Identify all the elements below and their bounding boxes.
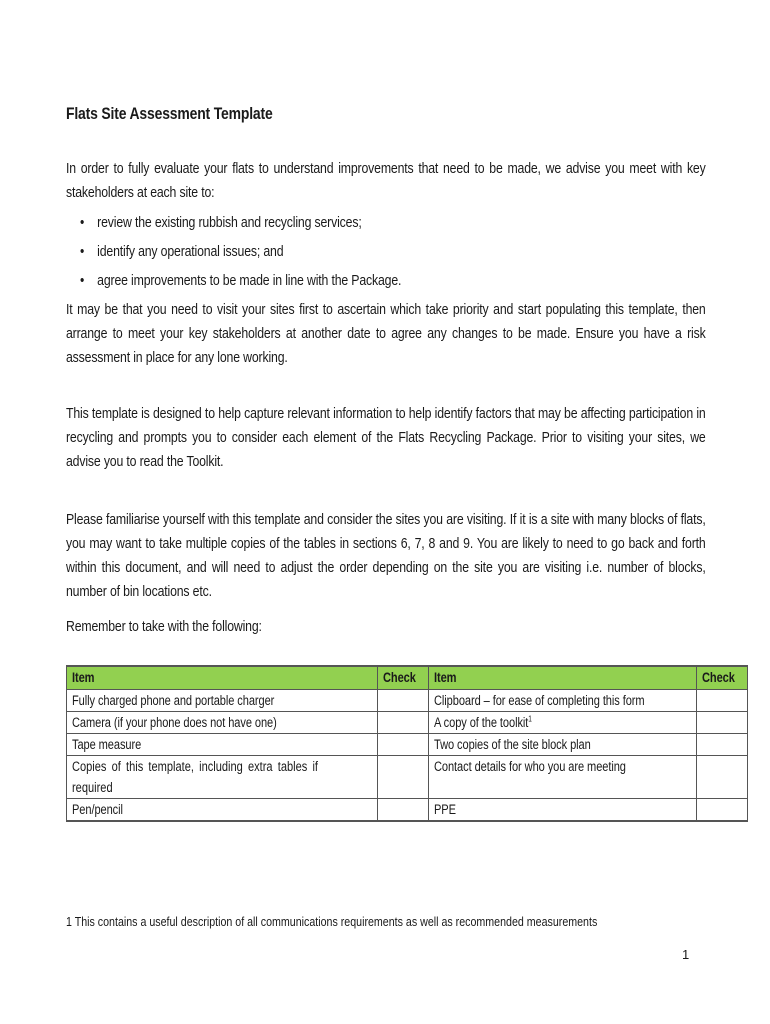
page-title: Flats Site Assessment Template bbox=[66, 104, 273, 123]
paragraph-template-purpose-text: This template is designed to help capture relevant information to help identify factors that may be affecting participation in recycling and prompts you to consider each element of the Flats Recycling Package. Prior to visiting your sites, we advise you to read the Toolkit. bbox=[66, 405, 706, 470]
page-number: 1 bbox=[682, 947, 690, 962]
column-header-check: Check bbox=[378, 666, 429, 690]
intro-section bbox=[66, 157, 706, 370]
column-header-check: Check bbox=[696, 666, 747, 690]
bullet-item: • agree improvements to be made in line with the Package. bbox=[66, 266, 697, 295]
column-header-item: Item bbox=[429, 666, 697, 690]
item-cell: Camera (if your phone does not have one) bbox=[67, 712, 378, 734]
table-header-row bbox=[67, 666, 748, 690]
checklist-table bbox=[66, 665, 748, 822]
check-cell[interactable] bbox=[378, 756, 429, 799]
check-cell[interactable] bbox=[696, 799, 747, 822]
item-cell bbox=[429, 712, 697, 734]
item-cell: Two copies of the site block plan bbox=[429, 734, 697, 756]
check-cell[interactable] bbox=[378, 799, 429, 822]
paragraph-site-visit: It may be that you need to visit your sites first to ascertain which take priority and start populating this template, then arrange to meet your key stakeholders at another date to agree any changes to be made. Ensure you have a risk assessment in place for any lone working. bbox=[66, 301, 706, 366]
table-row bbox=[67, 799, 748, 822]
check-cell[interactable] bbox=[378, 734, 429, 756]
table-row bbox=[67, 734, 748, 756]
bullet-list bbox=[66, 208, 697, 295]
item-cell: Contact details for who you are meeting bbox=[429, 756, 697, 799]
item-cell: Pen/pencil bbox=[67, 799, 378, 822]
item-cell: Fully charged phone and portable charger bbox=[67, 690, 378, 712]
footnote: 1 This contains a useful description of all communications requirements as well as recommended measurements bbox=[66, 914, 598, 929]
check-cell[interactable] bbox=[696, 756, 747, 799]
table-row bbox=[67, 756, 748, 799]
paragraph-familiarise bbox=[66, 508, 706, 604]
bullet-item: • review the existing rubbish and recycling services; bbox=[66, 208, 697, 237]
paragraph-remember bbox=[66, 615, 697, 639]
check-cell[interactable] bbox=[696, 734, 747, 756]
paragraph-template-purpose bbox=[66, 402, 706, 474]
paragraph-familiarise-text: Please familiarise yourself with this template and consider the sites you are visiting. If it is a site with many blocks of flats, you may want to take multiple copies of the tables in sections 6, 7, 8 and 9. You are likely to need to go back and forth within this document, and will need to adjust the order depending on the site you are visiting i.e. number of blocks, number of bin locations etc. bbox=[66, 511, 706, 600]
item-cell: Clipboard – for ease of completing this form bbox=[429, 690, 697, 712]
check-cell[interactable] bbox=[378, 690, 429, 712]
item-cell: PPE bbox=[429, 799, 697, 822]
column-header-item: Item bbox=[67, 666, 378, 690]
intro-paragraph: In order to fully evaluate your flats to understand improvements that need to be made, we advise you meet with key stakeholders at each site to: bbox=[66, 160, 706, 201]
paragraph-remember-text: Remember to take with the following: bbox=[66, 618, 262, 635]
check-cell[interactable] bbox=[696, 712, 747, 734]
footnote-ref[interactable]: 1 bbox=[528, 714, 532, 724]
check-cell[interactable] bbox=[378, 712, 429, 734]
table-row bbox=[67, 712, 748, 734]
item-cell: Copies of this template, including extra tables if required bbox=[67, 756, 378, 799]
table-row bbox=[67, 690, 748, 712]
bullet-item: • identify any operational issues; and bbox=[66, 237, 697, 266]
item-cell: Tape measure bbox=[67, 734, 378, 756]
check-cell[interactable] bbox=[696, 690, 747, 712]
item-text: A copy of the toolkit bbox=[434, 715, 529, 730]
